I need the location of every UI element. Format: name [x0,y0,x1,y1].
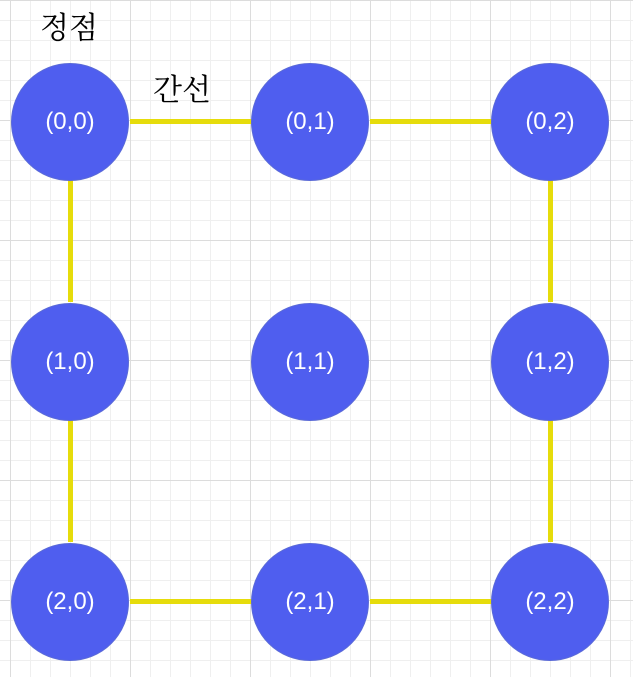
edge-0-0-to-1-0 [68,180,73,302]
node-0-0[interactable] [11,63,129,181]
node-2-0[interactable] [11,543,129,661]
edge-1-0-to-2-0 [68,420,73,542]
node-label: (2,2) [525,588,575,615]
node-label: (0,0) [45,108,95,135]
edge-2-0-to-2-1 [130,599,252,604]
node-label: (1,1) [285,348,335,375]
edge-2-1-to-2-2 [370,599,492,604]
node-label: (2,0) [45,588,95,615]
vertex-annotation: 정점 [40,11,98,46]
edge-0-0-to-0-1 [130,119,252,124]
node-label: (0,2) [525,108,575,135]
node-2-1[interactable] [251,543,369,661]
node-2-2[interactable] [491,543,609,661]
node-0-2[interactable] [491,63,609,181]
node-0-1[interactable] [251,63,369,181]
node-1-2[interactable] [491,303,609,421]
edge-0-2-to-1-2 [548,180,553,302]
edge-annotation: 간선 [153,73,211,108]
edge-1-2-to-2-2 [548,420,553,542]
node-label: (0,1) [285,108,335,135]
edge-0-1-to-0-2 [370,119,492,124]
node-label: (1,0) [45,348,95,375]
node-1-0[interactable] [11,303,129,421]
node-label: (2,1) [285,588,335,615]
node-1-1[interactable] [251,303,369,421]
node-label: (1,2) [525,348,575,375]
